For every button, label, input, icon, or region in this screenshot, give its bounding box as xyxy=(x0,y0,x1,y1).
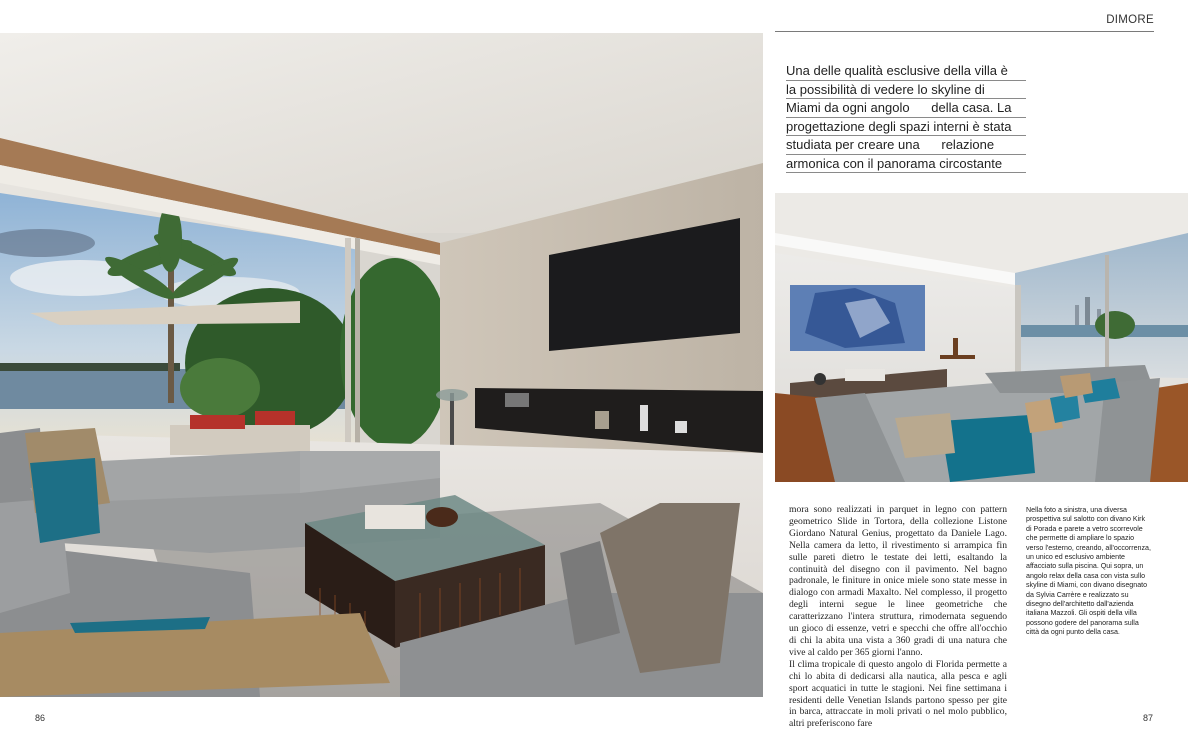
pull-quote-line: Una delle qualità esclusive della villa è xyxy=(786,62,1026,81)
article-paragraph: Il clima tropicale di questo angolo di Florida permette a chi lo abita di dedicarsi alla nautica, alla pesca e agli sport acquatici in tutte le stagioni. Nei fine settimana i residenti delle Venetian Islands partono spesso per gite in barca, attraccate in moli privati o nel molo pubblico, altri preferiscono fare xyxy=(789,658,1007,730)
section-divider xyxy=(775,31,1154,32)
section-label: DIMORE xyxy=(1106,14,1154,26)
pull-quote-line: studiata per creare una relazione xyxy=(786,136,1026,155)
relax-corner-photo xyxy=(775,193,1188,482)
page-number-right: 87 xyxy=(1142,713,1153,723)
pull-quote-line: armonica con il panorama circostante xyxy=(786,155,1026,174)
relax-corner-illustration xyxy=(775,193,1188,482)
living-room-illustration xyxy=(0,33,763,697)
photo-caption: Nella foto a sinistra, una diversa prospettiva sul salotto con divano Kirk di Porada e parete a vetro scorrevole che permette di ampliare lo spazio verso l'esterno, creando, all'occorrenza, un unico ed esclusivo ambiente affacciato sulla piscina. Qui sopra, un angolo relax della casa con vista sullo skyline di Miami, con divano disegnato da Sylvia Carrère e realizzato su disegno dell'architetto dall'azienda italiana Mazzoli. Gli ospiti della villa possono godere del panorama sulla città da ogni punto della casa. xyxy=(1026,506,1151,637)
pull-quote-line: progettazione degli spazi interni è stata xyxy=(786,118,1026,137)
pull-quote-line: Miami da ogni angolo della casa. La xyxy=(786,99,1026,118)
page-number-left: 86 xyxy=(35,713,46,723)
article-body xyxy=(789,504,1007,730)
main-living-room-photo xyxy=(0,33,763,697)
pull-quote-line: la possibilità di vedere lo skyline di xyxy=(786,81,1026,100)
pull-quote xyxy=(786,62,1026,173)
article-paragraph: mora sono realizzati in parquet in legno con pattern geometrico Slide in Tortora, della collezione Listone Giordano Natural Genius, progettato da Daniele Lago. Nella camera da letto, il rivestimento si arrampica fin sulle pareti dietro le testate dei letti, esaltando la continuità del disegno con il pavimento. Nel bagno padronale, le finiture in onice miele sono state messe in dialogo con armadi Maxalto. Nel complesso, il progetto degli interni segue le linee geometriche che caratterizzano l'intera struttura, rimodernata seguendo un gioco di essenze, vetri e specchi che offre all'occhio di chi la abita una vista a 360 gradi di una natura che vive al caldo per 365 giorni l'anno. xyxy=(789,504,1007,658)
